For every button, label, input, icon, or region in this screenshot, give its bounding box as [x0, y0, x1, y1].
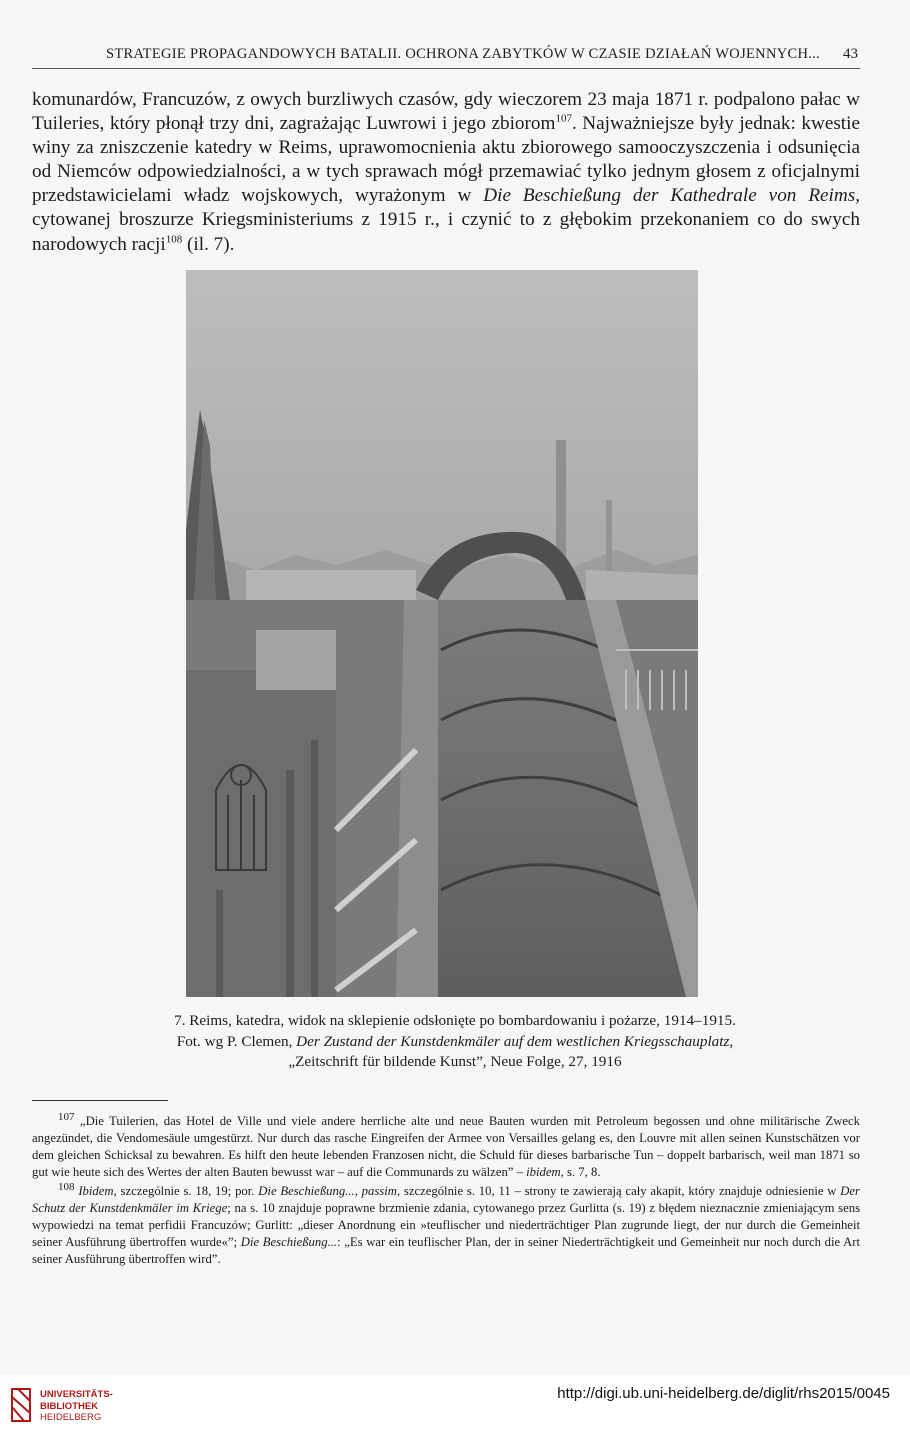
footnote-number-108: 108	[58, 1180, 75, 1193]
footnote-108-d: , szczególnie s. 10, 11 – strony te zawierają cały akapit, który znajduje odniesienie w	[396, 1184, 841, 1198]
footnote-108-b: , szczególnie s. 18, 19; por.	[113, 1184, 259, 1198]
figure-photo-reims-vault	[186, 270, 698, 997]
caption-source-title: Der Zustand der Kunstdenkmäler auf dem westlichen Kriegsschauplatz,	[296, 1032, 734, 1050]
footnote-divider	[32, 1100, 168, 1101]
body-text-4: (il. 7).	[182, 233, 235, 255]
body-title-italic: Die Beschießung der Kathedrale von Reims	[483, 185, 856, 207]
footnote-108-g: Die Beschießung...	[240, 1235, 338, 1249]
footnote-107-text: „Die Tuilerien, das Hotel de Ville und viele andere herrliche alte und neue Bauten wurden mit Petroleum begossen und ohne militärische Zweck angezündet, die Vendomesäule umgestürzt. Nur durch das rasche Eingreifen der Armee von Versailles gelang es, den Louvre mit allen seinen Kunstschätzen vor dem gleichen Schicksal zu bewahren. Es hilft den heute lebenden Franzosen nicht, die Schuld für dieses barbarische Tun – doppelt barbarisch, weil man 1871 so gut wie heute sich des Wertes der alten Bauten bewusst war – auf die Communards zu wälzen” –	[32, 1114, 860, 1179]
footnote-108	[32, 1180, 861, 1268]
page-number: 43	[843, 46, 858, 62]
footnote-107	[32, 1110, 860, 1181]
caption-source-prefix: Fot. wg P. Clemen,	[176, 1032, 297, 1050]
body-paragraph	[32, 88, 860, 257]
library-logo-icon[interactable]	[8, 1385, 34, 1425]
body-text-3: , cytowanej broszurze Kriegsministeriums z 1915 r., i czynić to z głębokim przekonaniem co do swych narodowych racji	[32, 185, 861, 255]
footnote-ref-108[interactable]: 108	[165, 233, 183, 246]
footnote-107-italic: ibidem	[526, 1165, 561, 1179]
footnote-107-end: , s. 7, 8.	[560, 1165, 601, 1179]
footnote-108-ibidem: Ibidem	[78, 1184, 114, 1198]
footnote-ref-107[interactable]: 107	[555, 112, 572, 125]
caption-line-2	[110, 1032, 800, 1053]
library-logo-text[interactable]	[40, 1389, 113, 1424]
photo-illustration	[186, 270, 698, 997]
footnotes	[32, 1110, 861, 1270]
logo-line-2: BIBLIOTHEK	[40, 1400, 99, 1412]
body-text-1: komunardów, Francuzów, z owych burzliwych czasów, gdy wieczorem 23 maja 1871 r. podpalono pałac w Tuileries, który płonął trzy dni, zagrażając Luwrowi i jego zbiorom	[32, 89, 860, 135]
running-header	[32, 46, 860, 69]
footnote-number-107: 107	[58, 1110, 75, 1123]
permalink-url[interactable]: http://digi.ub.uni-heidelberg.de/diglit/rhs2015/0045	[557, 1385, 890, 1402]
footnote-108-c: Die Beschießung..., passim	[258, 1184, 397, 1198]
figure-caption	[110, 1011, 800, 1073]
caption-line-1: 7. Reims, katedra, widok na sklepienie odsłonięte po bombardowaniu i pożarze, 1914–1915.	[174, 1012, 736, 1029]
footnote-108-h: : „Es war ein teuflischer Plan, der in seiner Niederträchtigkeit und Gemeinheit nur noch durch die Art seiner Ausführung übertroffen wird”.	[32, 1235, 860, 1266]
body-text-2: . Najważniejsze były jednak: kwestie winy za zniszczenie katedry w Reims, uprawomocnienia aktu zbiorowego samooczyszczenia i odsunięcia od Niemców odpowiedzialności, a w tych sprawach mógł przemawiać tylko jednym głosem z oficjalnymi przedstawicielami władz wojskowych, wyrażonym w	[32, 113, 860, 207]
footnote-108-f: ; na s. 10 znajduje poprawne brzmienie zdania, cytowanego przez Gurlitta (s. 19) z błędem nieznacznie zmieniającym sens wypowiedzi na temat perfidii Francuzów; Gurlitt: „dieser Anordnung ein »teuflischer und niederträchtiger Plan zugrunde liegt, der nur durch die Gemeinheit seiner Ausführung übertroffen wurde«”;	[32, 1201, 861, 1249]
running-header-title: STRATEGIE PROPAGANDOWYCH BATALII. OCHRONA ZABYTKÓW W CZASIE DZIAŁAŃ WOJENNYCH...	[106, 46, 821, 62]
logo-line-3: HEIDELBERG	[40, 1412, 102, 1423]
caption-line-3: „Zeitschrift für bildende Kunst”, Neue Folge, 27, 1916	[288, 1053, 622, 1070]
footnote-108-e: Der Schutz der Kunstdenkmäler im Kriege	[32, 1184, 860, 1215]
logo-line-1: UNIVERSITÄTS-	[40, 1389, 113, 1400]
